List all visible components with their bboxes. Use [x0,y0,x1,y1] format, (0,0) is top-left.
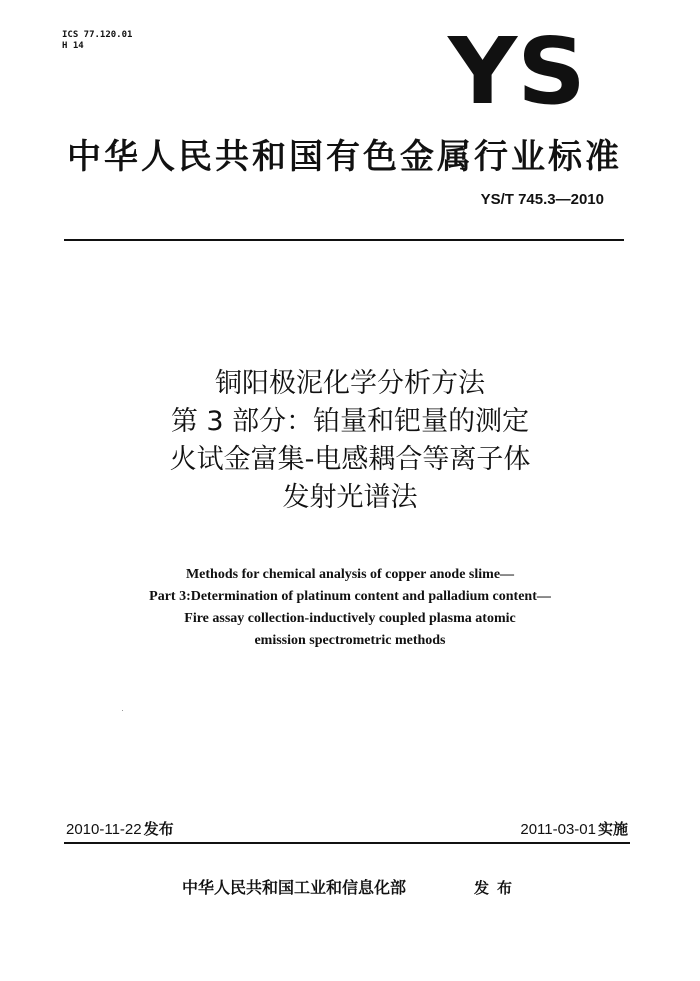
english-title-line-4: emission spectrometric methods [254,633,446,648]
issue-label: 发布 [143,821,174,838]
implement-date: 2011-03-01 [520,821,596,838]
chinese-title [0,365,700,517]
english-title-line-2: Part 3:Determination of platinum content and palladium content— [149,589,551,604]
chinese-title-line-4: 发射光谱法 [282,482,418,513]
bottom-divider [64,842,630,844]
chinese-title-line-2: 第 3 部分：铂量和钯量的测定 [170,406,530,437]
implement-label: 实施 [597,821,628,838]
scan-speck [122,710,123,711]
standard-number: YS/T 745.3—2010 [480,191,604,208]
issue-date: 2010-11-22 [66,821,142,838]
ccs-code: H 14 [62,41,84,51]
ys-logo [446,28,588,108]
industry-standard-title: 中华人民共和国有色金属行业标准 [67,137,622,177]
implement-date-block [520,818,628,839]
issuing-authority: 中华人民共和国工业和信息化部 [182,878,407,897]
english-title [0,564,700,652]
chinese-title-line-1: 铜阳极泥化学分析方法 [215,368,485,399]
top-divider [64,239,624,241]
issuing-action: 发布 [474,879,521,897]
issue-date-block [66,818,174,839]
english-title-line-3: Fire assay collection-inductively coupled plasma atomic [184,611,516,626]
dates-row [66,818,628,838]
english-title-line-1: Methods for chemical analysis of copper anode slime— [185,567,515,582]
chinese-title-line-3: 火试金富集-电感耦合等离子体 [169,444,531,475]
ys-logo-text: YS [446,28,586,108]
classification-codes [62,30,132,52]
ics-code: ICS 77.120.01 [62,30,133,40]
